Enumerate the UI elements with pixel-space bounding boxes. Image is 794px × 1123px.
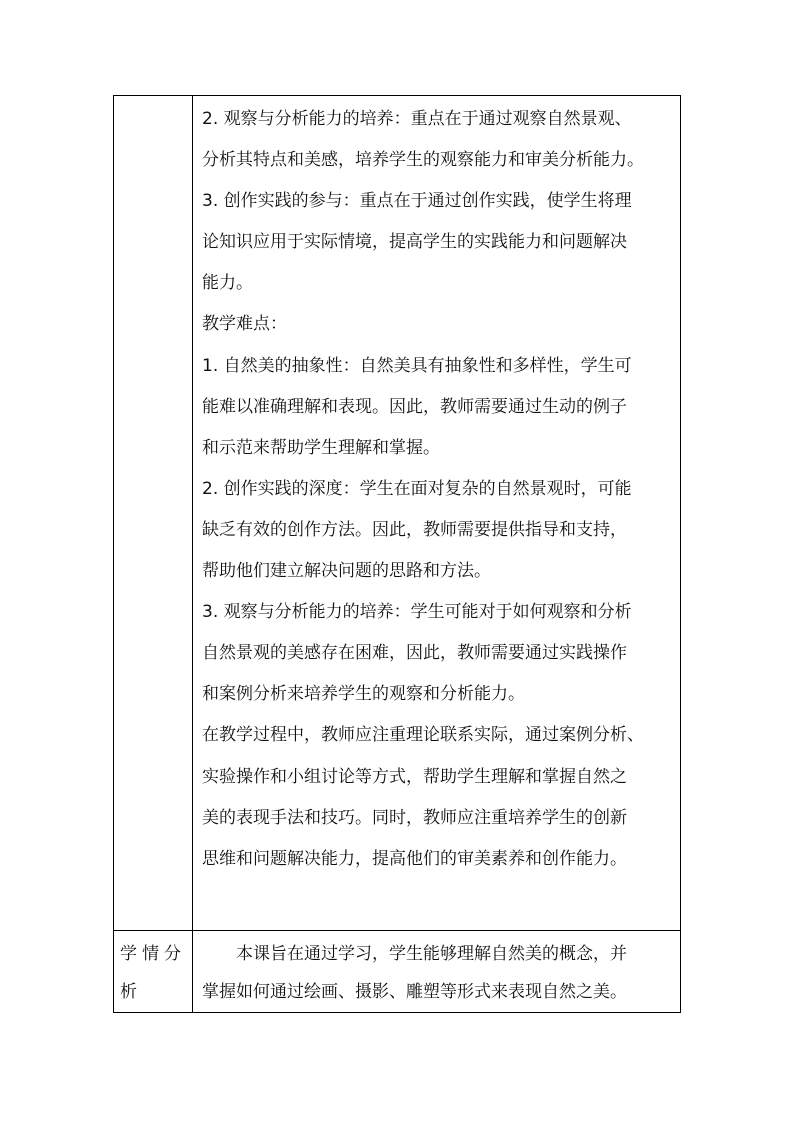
content-line: 实验操作和小组讨论等方式，帮助学生理解和掌握自然之 — [202, 766, 627, 787]
content-line: 2. 创作实践的深度：学生在面对复杂的自然景观时，可能 — [202, 478, 632, 499]
label-line: 学情分 — [120, 944, 186, 964]
row-divider — [114, 930, 680, 931]
content-line: 能力。 — [202, 273, 253, 294]
content-line: 2. 观察与分析能力的培养：重点在于通过观察自然景观、 — [202, 109, 632, 129]
content-line: 分析其特点和美感，培养学生的观察能力和审美分析能力。 — [202, 150, 644, 171]
content-line: 能难以准确理解和表现。因此，教师需要通过生动的例子 — [202, 396, 627, 417]
section-heading-teaching-difficulties: 教学难点： — [202, 314, 287, 335]
student-analysis-label — [120, 935, 190, 1011]
content-line: 1. 自然美的抽象性：自然美具有抽象性和多样性，学生可 — [202, 355, 632, 376]
content-line: 帮助他们建立解决问题的思路和方法。 — [202, 561, 491, 582]
student-analysis-content — [202, 935, 674, 1011]
content-line: 思维和问题解决能力，提高他们的审美素养和创作能力。 — [202, 848, 627, 869]
content-line: 本课旨在通过学习，学生能够理解自然美的概念，并 — [236, 944, 627, 964]
content-line: 和案例分析来培养学生的观察和分析能力。 — [202, 684, 525, 705]
content-line: 和示范来帮助学生理解和掌握。 — [202, 437, 440, 458]
content-line: 美的表现手法和技巧。同时，教师应注重培养学生的创新 — [202, 807, 627, 828]
column-divider — [192, 96, 193, 1012]
content-line: 缺乏有效的创作方法。因此，教师需要提供指导和支持， — [202, 519, 627, 540]
content-line: 在教学过程中，教师应注重理论联系实际，通过案例分析、 — [202, 725, 644, 746]
content-line: 论知识应用于实际情境，提高学生的实践能力和问题解决 — [202, 232, 627, 253]
label-line: 析 — [120, 982, 137, 1002]
content-line: 3. 观察与分析能力的培养：学生可能对于如何观察和分析 — [202, 602, 632, 623]
content-line: 3. 创作实践的参与：重点在于通过创作实践，使学生将理 — [202, 191, 632, 212]
teaching-focus-content — [202, 99, 674, 880]
content-line: 掌握如何通过绘画、摄影、雕塑等形式来表现自然之美。 — [202, 982, 627, 1002]
lesson-plan-table — [113, 95, 681, 1013]
content-line: 自然景观的美感存在困难，因此，教师需要通过实践操作 — [202, 643, 627, 664]
